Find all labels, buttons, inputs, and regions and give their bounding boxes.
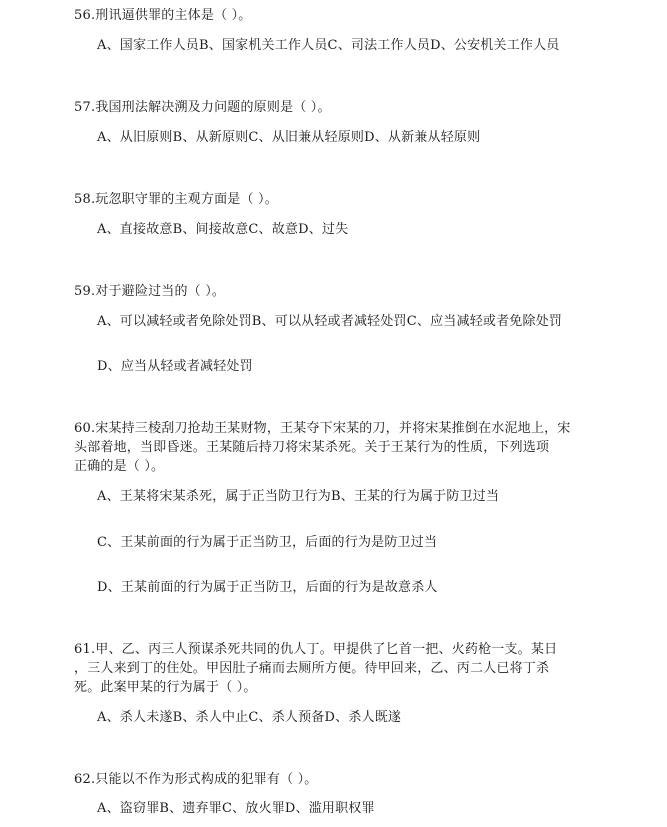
question-61-stem-line-1: 61.甲、乙、丙三人预谋杀死共同的仇人丁。甲提供了匕首一把、火药枪一支。某日 [74,642,558,657]
question-56-options: A、国家工作人员B、国家机关工作人员C、司法工作人员D、公安机关工作人员 [97,38,560,53]
question-57-stem: 57.我国刑法解决溯及力问题的原则是（ ）。 [74,100,331,115]
question-60-option-line-1: A、王某将宋某杀死，属于正当防卫行为B、王某的行为属于防卫过当 [97,489,500,504]
question-60-option-line-2: C、王某前面的行为属于正当防卫，后面的行为是防卫过当 [97,535,438,550]
question-60-option-line-3: D、王某前面的行为属于正当防卫，后面的行为是故意杀人 [97,580,438,595]
question-59-options-line-2: D、应当从轻或者减轻处罚 [97,359,253,374]
question-60-stem-line-2: 头部着地，当即昏迷。王某随后持刀将宋某杀死。关于王某行为的性质，下列选项 [74,440,550,455]
question-58-stem: 58.玩忽职守罪的主观方面是（ ）。 [74,192,278,207]
question-60-stem-line-3: 正确的是（ ）。 [74,459,165,474]
question-58-options: A、直接故意B、间接故意C、故意D、过失 [97,222,349,237]
question-61-stem-line-2: ，三人来到丁的住处。甲因肚子痛而去厕所方便。待甲回来，乙、丙二人已将丁杀 [74,661,550,676]
question-60-stem-line-1: 60.宋某持三棱刮刀抢劫王某财物，王某夺下宋某的刀，并将宋某推倒在水泥地上，宋 [74,421,571,436]
question-62-options: A、盗窃罪B、遗弃罪C、放火罪D、滥用职权罪 [97,801,375,816]
question-61-stem-line-3: 死。此案甲某的行为属于（ ）。 [74,680,257,695]
question-57-options: A、从旧原则B、从新原则C、从旧兼从轻原则D、从新兼从轻原则 [97,130,481,145]
question-56-stem: 56.刑讯逼供罪的主体是（ ）。 [74,8,252,23]
question-62-stem: 62.只能以不作为形式构成的犯罪有（ ）。 [74,772,318,787]
question-59-options-line-1: A、可以减轻或者免除处罚B、可以从轻或者减轻处罚C、应当减轻或者免除处罚 [97,314,563,329]
question-59-stem: 59.对于避险过当的（ ）。 [74,284,226,299]
question-61-options: A、杀人未遂B、杀人中止C、杀人预备D、杀人既遂 [97,710,402,725]
